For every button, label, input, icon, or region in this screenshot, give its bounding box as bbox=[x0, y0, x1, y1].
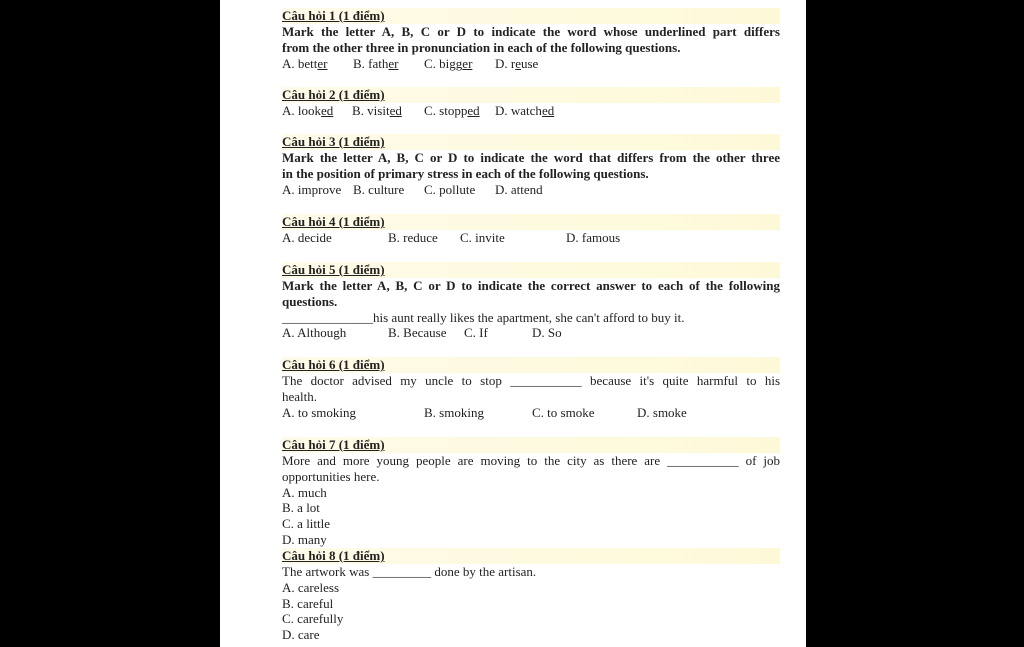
option-text: use bbox=[521, 55, 539, 71]
options-row bbox=[282, 405, 780, 421]
answer-option[interactable] bbox=[495, 56, 538, 72]
option-text: C. invite bbox=[460, 230, 505, 245]
option-row bbox=[282, 580, 780, 596]
answer-option[interactable] bbox=[388, 325, 446, 341]
answer-option[interactable] bbox=[464, 325, 488, 341]
option-text: B. culture bbox=[353, 181, 405, 197]
question-text: Mark the letter A, B, C or D to indicate the word whose underlined part differs bbox=[282, 24, 780, 39]
question-title: Câu hỏi 3 (1 điểm) bbox=[282, 134, 385, 149]
option-text: C. a little bbox=[282, 516, 331, 532]
question-text: health. bbox=[282, 388, 318, 404]
question-header bbox=[282, 262, 780, 278]
underlined-part: ed bbox=[389, 103, 402, 118]
option-text: A. Although bbox=[282, 325, 347, 341]
option-text: C. pollute bbox=[424, 181, 476, 197]
answer-option[interactable] bbox=[460, 230, 505, 246]
question-block bbox=[282, 548, 780, 643]
option-text: D. So bbox=[532, 325, 562, 341]
answer-option[interactable] bbox=[424, 103, 480, 119]
question-block bbox=[282, 8, 780, 71]
option-text: D. many bbox=[282, 531, 327, 547]
question-text: More and more young people are moving to the city as there are ___________ of job bbox=[282, 453, 780, 468]
answer-option[interactable] bbox=[424, 182, 475, 198]
question-header bbox=[282, 357, 780, 373]
answer-option[interactable] bbox=[637, 405, 687, 421]
question-text: ______________his aunt really likes the apartment, she can't afford to buy it. bbox=[282, 309, 685, 325]
option-row bbox=[282, 596, 780, 612]
underlined-part: er bbox=[388, 55, 399, 71]
options-row bbox=[282, 103, 780, 119]
answer-option[interactable] bbox=[282, 627, 320, 642]
question-text: opportunities here. bbox=[282, 468, 380, 484]
answer-option[interactable] bbox=[532, 405, 594, 421]
question-header bbox=[282, 214, 780, 230]
options-row bbox=[282, 182, 780, 198]
underlined-part: er bbox=[317, 55, 328, 71]
option-text: A. much bbox=[282, 484, 327, 500]
option-row bbox=[282, 500, 780, 516]
option-row bbox=[282, 611, 780, 627]
answer-option[interactable] bbox=[282, 485, 327, 500]
option-text: B. visit bbox=[352, 103, 390, 118]
answer-option[interactable] bbox=[282, 230, 332, 246]
question-header bbox=[282, 8, 780, 24]
underlined-part: ed bbox=[467, 103, 480, 118]
answer-option[interactable] bbox=[282, 182, 341, 198]
option-row bbox=[282, 516, 780, 532]
question-title: Câu hỏi 6 (1 điểm) bbox=[282, 357, 385, 372]
question-title: Câu hỏi 5 (1 điểm) bbox=[282, 262, 385, 277]
option-text: D. famous bbox=[566, 230, 621, 245]
answer-option[interactable] bbox=[282, 580, 339, 595]
answer-option[interactable] bbox=[495, 103, 554, 119]
question-title: Câu hỏi 8 (1 điểm) bbox=[282, 548, 385, 563]
options-row bbox=[282, 56, 780, 72]
option-text: D. watch bbox=[495, 103, 542, 118]
option-text: B. careful bbox=[282, 595, 334, 611]
answer-option[interactable] bbox=[282, 596, 333, 611]
answer-option[interactable] bbox=[282, 56, 328, 72]
option-text: B. smoking bbox=[424, 404, 484, 420]
option-text: D. r bbox=[495, 55, 516, 71]
question-header bbox=[282, 134, 780, 150]
option-text: A. improve bbox=[282, 181, 342, 197]
answer-option[interactable] bbox=[566, 230, 620, 246]
question-header bbox=[282, 87, 780, 103]
question-block bbox=[282, 87, 780, 119]
options-row bbox=[282, 325, 780, 341]
answer-option[interactable] bbox=[495, 182, 543, 198]
option-text: C. bigg bbox=[424, 55, 463, 71]
question-title: Câu hỏi 2 (1 điểm) bbox=[282, 87, 385, 102]
option-text: A. to smoking bbox=[282, 404, 357, 420]
question-text: from the other three in pronunciation in each of the following questions. bbox=[282, 39, 681, 55]
option-text: A. look bbox=[282, 103, 321, 118]
option-text: A. careless bbox=[282, 579, 340, 595]
question-block bbox=[282, 134, 780, 197]
underlined-part: ed bbox=[321, 103, 334, 118]
answer-option[interactable] bbox=[282, 325, 346, 341]
question-text: Mark the letter A, B, C or D to indicate the correct answer to each of the following bbox=[282, 278, 780, 293]
option-text: D. attend bbox=[495, 181, 543, 197]
underlined-part: er bbox=[462, 55, 473, 71]
answer-option[interactable] bbox=[282, 516, 330, 531]
answer-option[interactable] bbox=[353, 182, 404, 198]
question-block bbox=[282, 214, 780, 246]
option-row bbox=[282, 627, 780, 643]
question-title: Câu hỏi 7 (1 điểm) bbox=[282, 437, 385, 452]
question-text: The artwork was _________ done by the artisan. bbox=[282, 564, 537, 579]
answer-option[interactable] bbox=[388, 230, 438, 246]
option-text: C. to smoke bbox=[532, 404, 595, 420]
question-text: The doctor advised my uncle to stop ___________ because it's quite harmful to his bbox=[282, 373, 780, 388]
answer-option[interactable] bbox=[282, 500, 320, 515]
option-text: A. decide bbox=[282, 230, 332, 245]
option-text: A. bett bbox=[282, 55, 318, 71]
underlined-part: ed bbox=[541, 103, 555, 118]
question-text: questions. bbox=[282, 293, 338, 309]
options-row bbox=[282, 230, 780, 246]
answer-option[interactable] bbox=[352, 103, 402, 119]
question-block bbox=[282, 357, 780, 420]
option-row bbox=[282, 485, 780, 501]
option-text: B. Because bbox=[388, 325, 447, 341]
question-title: Câu hỏi 4 (1 điểm) bbox=[282, 214, 385, 229]
answer-option[interactable] bbox=[353, 56, 399, 72]
answer-option[interactable] bbox=[282, 532, 327, 547]
option-text: B. fath bbox=[353, 55, 389, 71]
question-header bbox=[282, 548, 780, 564]
question-text: Mark the letter A, B, C or D to indicate the word that differs from the other three bbox=[282, 150, 780, 165]
option-text: C. carefully bbox=[282, 611, 344, 627]
question-block bbox=[282, 437, 780, 548]
answer-option[interactable] bbox=[532, 325, 562, 341]
option-text: C. stopp bbox=[424, 103, 468, 118]
option-text: C. If bbox=[464, 325, 488, 341]
option-row bbox=[282, 532, 780, 548]
document-page bbox=[220, 0, 806, 647]
option-text: B. reduce bbox=[388, 230, 438, 245]
option-text: D. care bbox=[282, 627, 320, 643]
option-text: B. a lot bbox=[282, 500, 320, 516]
answer-option[interactable] bbox=[282, 405, 356, 421]
answer-option[interactable] bbox=[282, 103, 333, 119]
answer-option[interactable] bbox=[282, 611, 343, 626]
underlined-part: e bbox=[515, 55, 521, 71]
question-header bbox=[282, 437, 780, 453]
question-title: Câu hỏi 1 (1 điểm) bbox=[282, 8, 385, 23]
question-text: in the position of primary stress in each of the following questions. bbox=[282, 165, 649, 181]
question-block bbox=[282, 262, 780, 341]
answer-option[interactable] bbox=[424, 56, 472, 72]
answer-option[interactable] bbox=[424, 405, 484, 421]
option-text: D. smoke bbox=[637, 404, 687, 420]
